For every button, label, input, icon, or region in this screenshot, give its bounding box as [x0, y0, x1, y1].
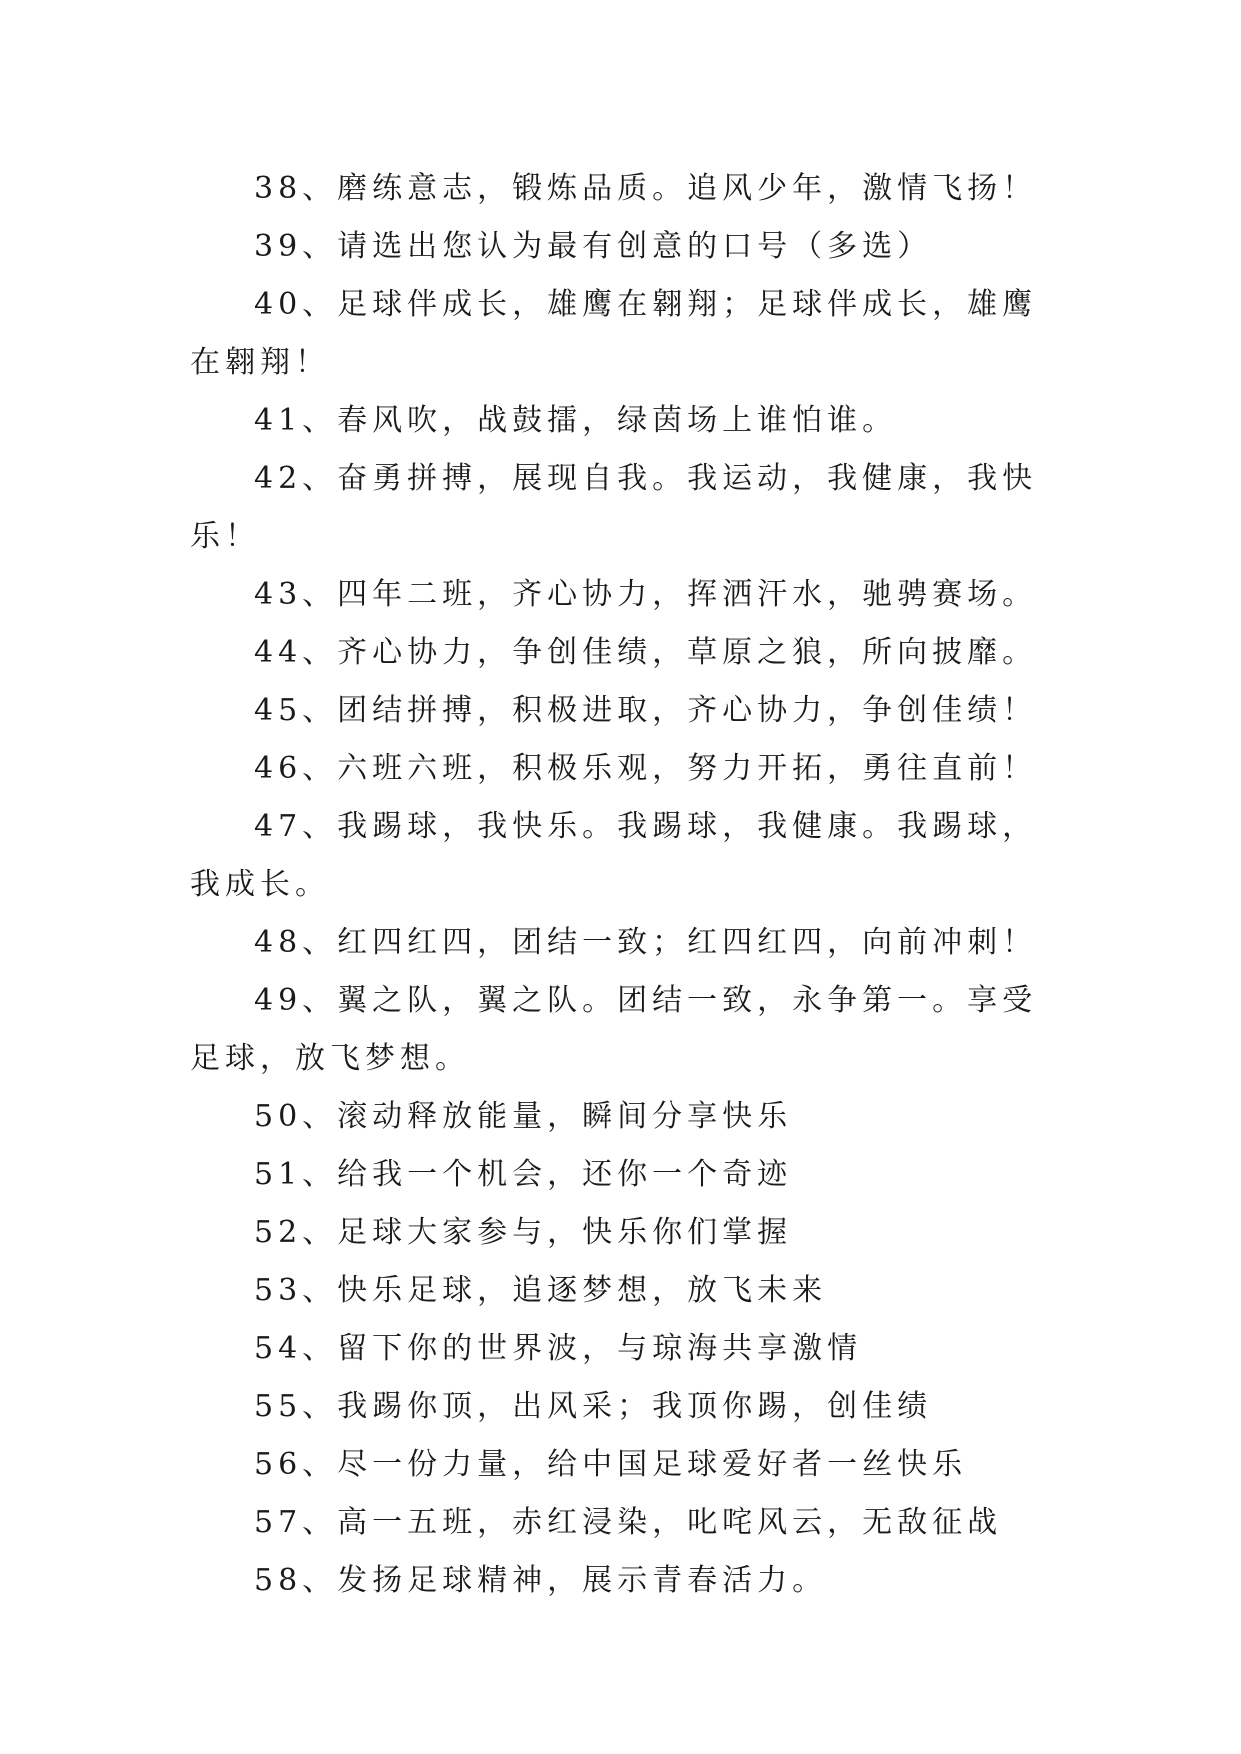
list-item: 56、尽一份力量，给中国足球爱好者一丝快乐 — [254, 1447, 968, 1482]
list-item: 49、翼之队，翼之队。团结一致，永争第一。享受足球，放飞梦想。 — [190, 983, 1038, 1076]
list-item: 42、奋勇拼搏，展现自我。我运动，我健康，我快乐！ — [190, 461, 1038, 554]
list-item: 44、齐心协力，争创佳绩，草原之狼，所向披靡。 — [254, 635, 1038, 670]
list-item: 46、六班六班，积极乐观，努力开拓，勇往直前！ — [254, 751, 1038, 786]
list-item: 43、四年二班，齐心协力，挥洒汗水，驰骋赛场。 — [254, 577, 1038, 612]
list-item: 55、我踢你顶，出风采；我顶你踢，创佳绩 — [254, 1389, 933, 1424]
slogan-list — [190, 160, 1050, 1610]
list-item: 57、高一五班，赤红浸染，叱咤风云，无敌征战 — [254, 1505, 1003, 1540]
list-item: 47、我踢球，我快乐。我踢球，我健康。我踢球，我成长。 — [190, 809, 1038, 902]
list-item: 54、留下你的世界波，与琼海共享激情 — [254, 1331, 863, 1366]
list-item: 45、团结拼搏，积极进取，齐心协力，争创佳绩！ — [254, 693, 1038, 728]
list-item: 58、发扬足球精神，展示青春活力。 — [254, 1563, 828, 1598]
list-item: 53、快乐足球，追逐梦想，放飞未来 — [254, 1273, 828, 1308]
list-item: 52、足球大家参与，快乐你们掌握 — [254, 1215, 793, 1250]
list-item: 41、春风吹，战鼓擂，绿茵场上谁怕谁。 — [254, 403, 898, 438]
list-item: 40、足球伴成长，雄鹰在翱翔；足球伴成长，雄鹰在翱翔！ — [190, 287, 1038, 380]
list-item: 50、滚动释放能量，瞬间分享快乐 — [254, 1099, 793, 1134]
list-item: 51、给我一个机会，还你一个奇迹 — [254, 1157, 793, 1192]
list-item: 38、磨练意志，锻炼品质。追风少年，激情飞扬！ — [254, 171, 1038, 206]
list-item: 48、红四红四，团结一致；红四红四，向前冲刺！ — [254, 925, 1038, 960]
list-item: 39、请选出您认为最有创意的口号（多选） — [254, 229, 933, 264]
